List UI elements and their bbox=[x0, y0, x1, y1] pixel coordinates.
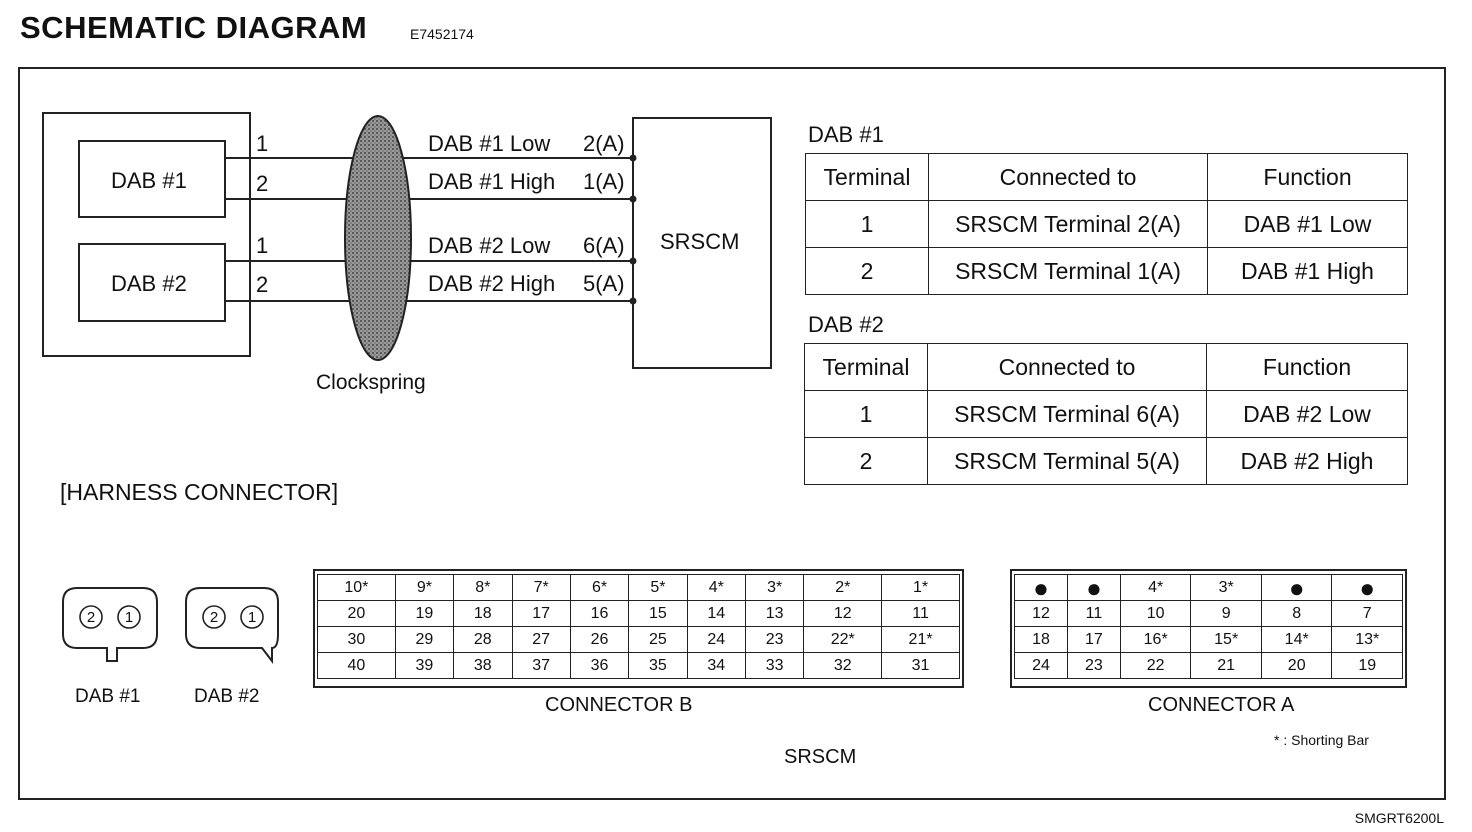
table-header-row bbox=[805, 344, 1408, 391]
srscm-label: SRSCM bbox=[660, 229, 740, 254]
wire-name: DAB #1 Low bbox=[428, 131, 551, 156]
header-cell: Connected to bbox=[928, 344, 1207, 391]
pin-cell: 28 bbox=[454, 627, 512, 653]
pin-cell: 15* bbox=[1191, 627, 1262, 653]
pin-cell: 25 bbox=[629, 627, 687, 653]
pin-cell: 8* bbox=[454, 575, 512, 601]
pin-cell: 15 bbox=[629, 601, 687, 627]
dab2-label: DAB #2 bbox=[111, 271, 187, 296]
pin-cell: 23 bbox=[746, 627, 804, 653]
dab1-connector-icon bbox=[63, 588, 157, 661]
srscm-caption: SRSCM bbox=[784, 746, 857, 768]
wire-name: DAB #1 High bbox=[428, 169, 556, 194]
pin-cell: 13 bbox=[746, 601, 804, 627]
pin-cell: 38 bbox=[454, 653, 512, 679]
pin-cell: 29 bbox=[395, 627, 453, 653]
table-cell: 1 bbox=[806, 201, 929, 248]
pin-cell: 22* bbox=[804, 627, 882, 653]
pin-cell: 13* bbox=[1332, 627, 1403, 653]
pin-cell: 7* bbox=[512, 575, 570, 601]
pin-row bbox=[1015, 601, 1403, 627]
terminal-dot bbox=[630, 196, 637, 203]
pin-cell: 10* bbox=[318, 575, 396, 601]
header-cell: Terminal bbox=[805, 344, 928, 391]
pin-cell: 7 bbox=[1332, 601, 1403, 627]
clockspring-icon bbox=[345, 116, 411, 360]
dab1-label: DAB #1 bbox=[111, 168, 187, 193]
pin-cell: 14 bbox=[687, 601, 745, 627]
pin-cell: 35 bbox=[629, 653, 687, 679]
table-cell: SRSCM Terminal 2(A) bbox=[929, 201, 1208, 248]
wire-name: DAB #2 High bbox=[428, 271, 556, 296]
table-cell: DAB #1 Low bbox=[1208, 201, 1408, 248]
pin-cell: 2* bbox=[804, 575, 882, 601]
pin-cell: 26 bbox=[570, 627, 628, 653]
header-cell: Terminal bbox=[806, 154, 929, 201]
filled-pin-icon: ● bbox=[1015, 575, 1068, 601]
table-cell: 2 bbox=[806, 248, 929, 295]
table-cell: 2 bbox=[805, 438, 928, 485]
pin-cell: 37 bbox=[512, 653, 570, 679]
wire-terminal: 5(A) bbox=[583, 271, 625, 296]
pin-cell: 36 bbox=[570, 653, 628, 679]
table-row bbox=[806, 248, 1408, 295]
connector-a-pin-table bbox=[1014, 574, 1403, 679]
pin-row bbox=[318, 601, 960, 627]
pin-cell: 16 bbox=[570, 601, 628, 627]
wire-terminal: 2(A) bbox=[583, 131, 625, 156]
pin-row bbox=[1015, 653, 1403, 679]
dab2-pin-label: 1 bbox=[247, 609, 257, 626]
pin-cell: 11 bbox=[882, 601, 960, 627]
dab2-pin-label: 2 bbox=[209, 609, 219, 626]
filled-pin-icon: ● bbox=[1332, 575, 1403, 601]
wire-pin: 2 bbox=[256, 171, 269, 196]
pin-cell: 16* bbox=[1120, 627, 1191, 653]
wire-pin: 1 bbox=[256, 233, 269, 258]
pin-row bbox=[1015, 627, 1403, 653]
header-cell: Function bbox=[1208, 154, 1408, 201]
pin-cell: 33 bbox=[746, 653, 804, 679]
pin-cell: 23 bbox=[1067, 653, 1120, 679]
pin-cell: 18 bbox=[1015, 627, 1068, 653]
pin-cell: 22 bbox=[1120, 653, 1191, 679]
pin-cell: 32 bbox=[804, 653, 882, 679]
pin-cell: 14* bbox=[1261, 627, 1332, 653]
pin-cell: 8 bbox=[1261, 601, 1332, 627]
pin-cell: 12 bbox=[1015, 601, 1068, 627]
wire-name: DAB #2 Low bbox=[428, 233, 551, 258]
wire-terminal: 6(A) bbox=[583, 233, 625, 258]
pin-cell: 27 bbox=[512, 627, 570, 653]
dab2-connector-caption: DAB #2 bbox=[194, 686, 260, 707]
pin-cell: 4* bbox=[687, 575, 745, 601]
table-cell: SRSCM Terminal 6(A) bbox=[928, 391, 1207, 438]
pin-cell: 10 bbox=[1120, 601, 1191, 627]
table-row bbox=[806, 201, 1408, 248]
steering-wheel-box bbox=[43, 113, 250, 356]
table-cell: DAB #2 High bbox=[1207, 438, 1408, 485]
document-id: E7452174 bbox=[410, 26, 474, 42]
pin-cell: 5* bbox=[629, 575, 687, 601]
dab1-terminal-table bbox=[805, 153, 1408, 295]
pin-cell: 6* bbox=[570, 575, 628, 601]
wire-pin: 1 bbox=[256, 131, 269, 156]
pin-cell: 19 bbox=[395, 601, 453, 627]
shorting-bar-note: * : Shorting Bar bbox=[1274, 732, 1369, 748]
page-title: SCHEMATIC DIAGRAM bbox=[20, 10, 368, 45]
header-cell: Function bbox=[1207, 344, 1408, 391]
pin-row bbox=[318, 627, 960, 653]
pin-row bbox=[1015, 575, 1403, 601]
pin-cell: 12 bbox=[804, 601, 882, 627]
pin-cell: 31 bbox=[882, 653, 960, 679]
pin-cell: 11 bbox=[1067, 601, 1120, 627]
dab1-connector-caption: DAB #1 bbox=[75, 686, 141, 707]
connector-a-caption: CONNECTOR A bbox=[1148, 694, 1295, 716]
pin-cell: 17 bbox=[512, 601, 570, 627]
table-title-dab2: DAB #2 bbox=[808, 312, 884, 337]
terminal-dot bbox=[630, 258, 637, 265]
dab2-terminal-table bbox=[804, 343, 1408, 485]
table-row bbox=[805, 438, 1408, 485]
pin-cell: 17 bbox=[1067, 627, 1120, 653]
table-cell: DAB #2 Low bbox=[1207, 391, 1408, 438]
harness-connector-title: [HARNESS CONNECTOR] bbox=[60, 479, 339, 505]
dab1-pin-label: 2 bbox=[86, 609, 96, 626]
header-cell: Connected to bbox=[929, 154, 1208, 201]
terminal-dot bbox=[630, 298, 637, 305]
pin-cell: 9 bbox=[1191, 601, 1262, 627]
table-header-row bbox=[806, 154, 1408, 201]
filled-pin-icon: ● bbox=[1261, 575, 1332, 601]
pin-cell: 4* bbox=[1120, 575, 1191, 601]
pin-cell: 3* bbox=[1191, 575, 1262, 601]
pin-cell: 21 bbox=[1191, 653, 1262, 679]
wire-terminal: 1(A) bbox=[583, 169, 625, 194]
filled-pin-icon: ● bbox=[1067, 575, 1120, 601]
table-title-dab1: DAB #1 bbox=[808, 122, 884, 147]
figure-code: SMGRT6200L bbox=[1354, 810, 1444, 826]
pin-row bbox=[318, 653, 960, 679]
pin-cell: 34 bbox=[687, 653, 745, 679]
pin-cell: 3* bbox=[746, 575, 804, 601]
pin-cell: 20 bbox=[1261, 653, 1332, 679]
table-cell: DAB #1 High bbox=[1208, 248, 1408, 295]
dab2-connector-icon bbox=[186, 588, 278, 661]
pin-cell: 24 bbox=[1015, 653, 1068, 679]
table-cell: 1 bbox=[805, 391, 928, 438]
pin-cell: 39 bbox=[395, 653, 453, 679]
dab1-pin-label: 1 bbox=[124, 609, 134, 626]
pin-cell: 30 bbox=[318, 627, 396, 653]
pin-cell: 19 bbox=[1332, 653, 1403, 679]
pin-cell: 21* bbox=[882, 627, 960, 653]
pin-cell: 18 bbox=[454, 601, 512, 627]
table-row bbox=[805, 391, 1408, 438]
connector-b-pin-table bbox=[317, 574, 960, 679]
clockspring-label: Clockspring bbox=[316, 371, 426, 394]
pin-cell: 1* bbox=[882, 575, 960, 601]
pin-cell: 9* bbox=[395, 575, 453, 601]
pin-cell: 40 bbox=[318, 653, 396, 679]
pin-cell: 20 bbox=[318, 601, 396, 627]
table-cell: SRSCM Terminal 1(A) bbox=[929, 248, 1208, 295]
terminal-dot bbox=[630, 155, 637, 162]
pin-cell: 24 bbox=[687, 627, 745, 653]
wire-pin: 2 bbox=[256, 272, 269, 297]
connector-b-caption: CONNECTOR B bbox=[545, 694, 693, 716]
table-cell: SRSCM Terminal 5(A) bbox=[928, 438, 1207, 485]
pin-row bbox=[318, 575, 960, 601]
